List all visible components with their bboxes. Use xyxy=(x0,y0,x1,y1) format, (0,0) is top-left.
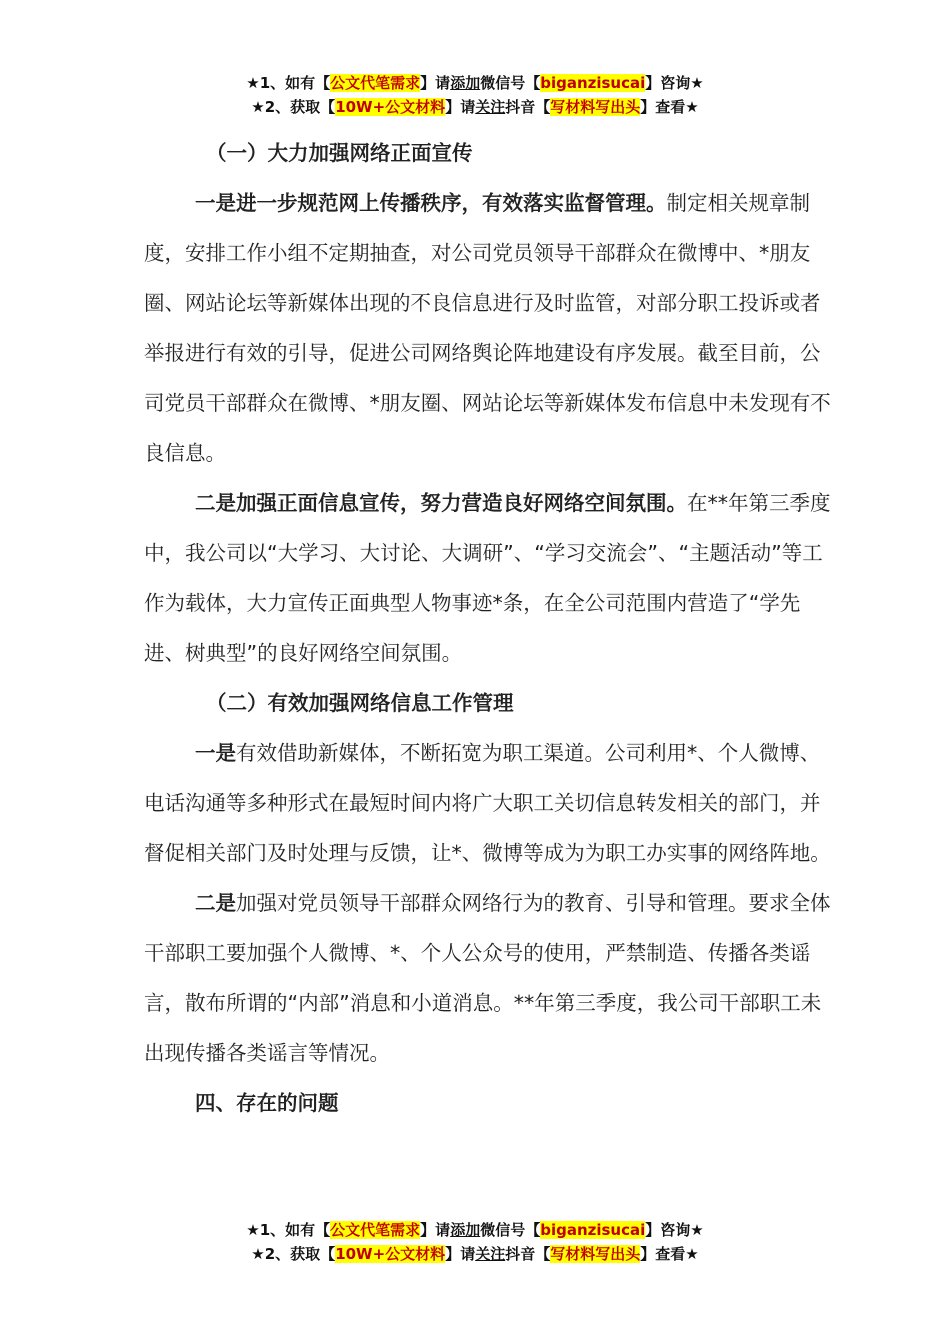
section-heading-3: 四、存在的问题 xyxy=(195,1091,339,1115)
footer-line-1: ★1、如有【公文代笔需求】请添加微信号【biganzisucai】咨询★ xyxy=(246,1221,704,1239)
paragraph-3-text: 有效借助新媒体，不断拓宽为职工渠道。公司利用*、个人微博、电话沟通等多种形式在最短时间内将广大职工关切信息转发相关的部门，并督促相关部门及时处理与反馈，让*、微博等成为为职工办实事的网络阵地。 xyxy=(144,741,831,865)
footer-highlight-materials: 10W+公文材料 xyxy=(335,1245,446,1263)
highlight-douyin-id: 写材料写出头 xyxy=(550,98,641,116)
section-heading-2: （二）有效加强网络信息工作管理 xyxy=(206,691,514,715)
highlight-wechat-id: biganzisucai xyxy=(540,74,646,92)
highlight-materials: 10W+公文材料 xyxy=(335,98,446,116)
paragraph-4-lead: 二是 xyxy=(195,891,236,915)
paragraph-2-lead: 二是加强正面信息宣传，努力营造良好网络空间氛围。 xyxy=(195,491,687,515)
paragraph-4-text: 加强对党员领导干部群众网络行为的教育、引导和管理。要求全体干部职工要加强个人微博、*、个人公众号的使用，严禁制造、传播各类谣言，散布所谓的“内部”消息和小道消息。**年第三季度，我公司干部职工未出现传播各类谣言等情况。 xyxy=(144,891,831,1065)
banner-line-2: ★2、获取【10W+公文材料】请关注抖音【写材料写出头】查看★ xyxy=(251,98,699,116)
paragraph-3 xyxy=(144,728,832,878)
footer-highlight-douyin-id: 写材料写出头 xyxy=(550,1245,641,1263)
paragraph-2 xyxy=(144,478,832,678)
highlight-service: 公文代笔需求 xyxy=(330,74,421,92)
footer-line-2: ★2、获取【10W+公文材料】请关注抖音【写材料写出头】查看★ xyxy=(251,1245,699,1263)
footer-highlight-service: 公文代笔需求 xyxy=(330,1221,421,1239)
banner-line-1: ★1、如有【公文代笔需求】请添加微信号【biganzisucai】咨询★ xyxy=(246,74,704,92)
paragraph-2-text: 在**年第三季度中，我公司以“大学习、大讨论、大调研”、“学习交流会”、“主题活动”等工作为载体，大力宣传正面典型人物事迹*条，在全公司范围内营造了“学先进、树典型”的良好网络空间氛围。 xyxy=(144,491,831,665)
paragraph-1-lead: 一是进一步规范网上传播秩序，有效落实监督管理。 xyxy=(195,191,667,215)
paragraph-1-text: 制定相关规章制度，安排工作小组不定期抽查，对公司党员领导干部群众在微博中、*朋友圈、网站论坛等新媒体出现的不良信息进行及时监管，对部分职工投诉或者举报进行有效的引导，促进公司网络舆论阵地建设有序发展。截至目前，公司党员干部群众在微博、*朋友圈、网站论坛等新媒体发布信息中未发现有不良信息。 xyxy=(144,191,831,465)
footer-banner xyxy=(0,1218,950,1266)
section-heading-1: （一）大力加强网络正面宣传 xyxy=(206,141,473,165)
footer-highlight-wechat-id: biganzisucai xyxy=(540,1221,646,1239)
paragraph-1 xyxy=(144,178,832,478)
document-body xyxy=(144,128,832,1128)
header-banner xyxy=(0,71,950,119)
paragraph-4 xyxy=(144,878,832,1078)
paragraph-3-lead: 一是 xyxy=(195,741,236,765)
